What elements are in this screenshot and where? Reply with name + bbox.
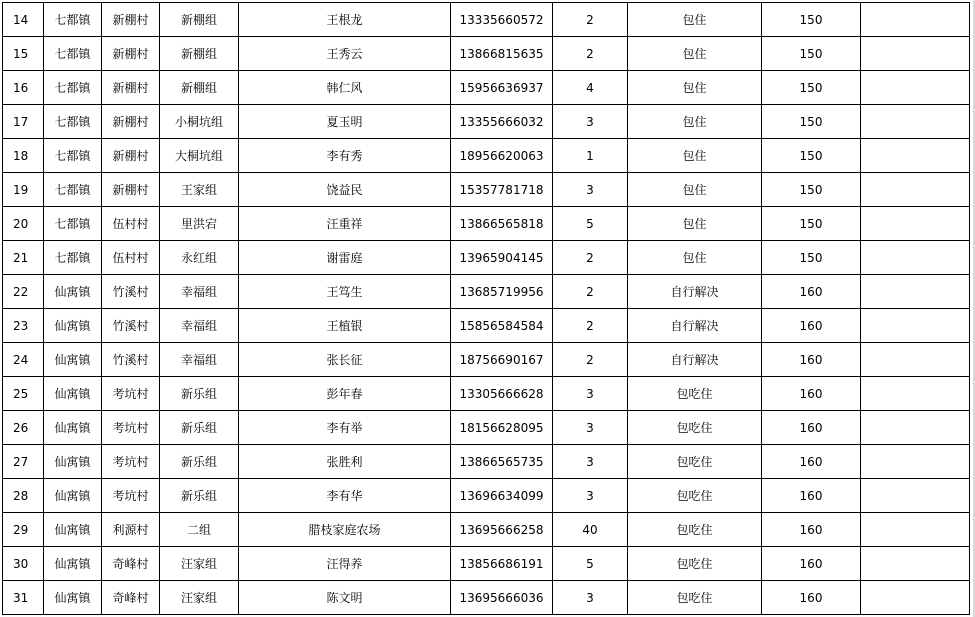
cell-remark[interactable]: [861, 411, 970, 445]
cell-group[interactable]: 新棚组: [160, 3, 239, 37]
cell-phone[interactable]: 18756690167: [451, 343, 553, 377]
cell-phone[interactable]: 13335660572: [451, 3, 553, 37]
cell-group[interactable]: 新乐组: [160, 479, 239, 513]
cell-town[interactable]: 七都镇: [44, 37, 102, 71]
cell-phone[interactable]: 15956636937: [451, 71, 553, 105]
cell-name[interactable]: 谢雷庭: [239, 241, 451, 275]
cell-wage[interactable]: 160: [762, 275, 861, 309]
cell-name[interactable]: 王植银: [239, 309, 451, 343]
cell-remark[interactable]: [861, 173, 970, 207]
cell-phone[interactable]: 13355666032: [451, 105, 553, 139]
cell-village[interactable]: 竹溪村: [102, 275, 160, 309]
cell-phone[interactable]: 15856584584: [451, 309, 553, 343]
cell-wage[interactable]: 150: [762, 3, 861, 37]
cell-count[interactable]: 2: [553, 3, 628, 37]
cell-wage[interactable]: 150: [762, 105, 861, 139]
cell-wage[interactable]: 160: [762, 309, 861, 343]
cell-count[interactable]: 3: [553, 479, 628, 513]
cell-accommodation[interactable]: 自行解决: [628, 275, 762, 309]
table-row: [3, 241, 970, 275]
cell-village[interactable]: 伍村村: [102, 207, 160, 241]
cell-town[interactable]: 仙寓镇: [44, 445, 102, 479]
cell-group[interactable]: 永红组: [160, 241, 239, 275]
cell-phone[interactable]: 13965904145: [451, 241, 553, 275]
cell-wage[interactable]: 160: [762, 445, 861, 479]
cell-wage[interactable]: 150: [762, 37, 861, 71]
cell-count[interactable]: 2: [553, 343, 628, 377]
spreadsheet: [2, 2, 970, 615]
cell-accommodation[interactable]: 包吃住: [628, 445, 762, 479]
table-row: [3, 275, 970, 309]
cell-wage[interactable]: 150: [762, 173, 861, 207]
cell-remark[interactable]: [861, 309, 970, 343]
cell-group[interactable]: 新棚组: [160, 71, 239, 105]
cell-wage[interactable]: 160: [762, 513, 861, 547]
cell-group[interactable]: 汪家组: [160, 581, 239, 615]
cell-count[interactable]: 2: [553, 37, 628, 71]
cell-remark[interactable]: [861, 3, 970, 37]
cell-group[interactable]: 新棚组: [160, 37, 239, 71]
cell-town[interactable]: 仙寓镇: [44, 343, 102, 377]
cell-village[interactable]: 竹溪村: [102, 343, 160, 377]
cell-seq[interactable]: 29: [3, 513, 44, 547]
cell-remark[interactable]: [861, 445, 970, 479]
cell-accommodation[interactable]: 自行解决: [628, 309, 762, 343]
cell-wage[interactable]: 150: [762, 241, 861, 275]
cell-accommodation[interactable]: 包住: [628, 241, 762, 275]
cell-phone[interactable]: 13685719956: [451, 275, 553, 309]
cell-phone[interactable]: 13866565818: [451, 207, 553, 241]
cell-village[interactable]: 新棚村: [102, 71, 160, 105]
cell-name[interactable]: 王根龙: [239, 3, 451, 37]
cell-remark[interactable]: [861, 241, 970, 275]
cell-remark[interactable]: [861, 377, 970, 411]
cell-village[interactable]: 竹溪村: [102, 309, 160, 343]
cell-remark[interactable]: [861, 547, 970, 581]
cell-count[interactable]: 3: [553, 411, 628, 445]
cell-town[interactable]: 七都镇: [44, 173, 102, 207]
cell-village[interactable]: 新棚村: [102, 173, 160, 207]
cell-seq[interactable]: 27: [3, 445, 44, 479]
cell-seq[interactable]: 31: [3, 581, 44, 615]
cell-group[interactable]: 幸福组: [160, 309, 239, 343]
cell-remark[interactable]: [861, 343, 970, 377]
cell-count[interactable]: 2: [553, 309, 628, 343]
cell-village[interactable]: 考坑村: [102, 445, 160, 479]
cell-town[interactable]: 仙寓镇: [44, 275, 102, 309]
cell-name[interactable]: 张长征: [239, 343, 451, 377]
table-row: [3, 71, 970, 105]
cell-accommodation[interactable]: 包吃住: [628, 411, 762, 445]
cell-name[interactable]: 腊枝家庭农场: [239, 513, 451, 547]
cell-count[interactable]: 3: [553, 581, 628, 615]
cell-remark[interactable]: [861, 479, 970, 513]
cell-group[interactable]: 新乐组: [160, 445, 239, 479]
recruitment-table: [2, 2, 970, 615]
cell-accommodation[interactable]: 包吃住: [628, 581, 762, 615]
cell-count[interactable]: 40: [553, 513, 628, 547]
table-row: [3, 445, 970, 479]
cell-wage[interactable]: 150: [762, 207, 861, 241]
cell-name[interactable]: 王笃生: [239, 275, 451, 309]
cell-name[interactable]: 陈文明: [239, 581, 451, 615]
cell-name[interactable]: 李有举: [239, 411, 451, 445]
cell-accommodation[interactable]: 包住: [628, 37, 762, 71]
cell-accommodation[interactable]: 包吃住: [628, 479, 762, 513]
table-row: [3, 411, 970, 445]
cell-remark[interactable]: [861, 513, 970, 547]
table-row: [3, 377, 970, 411]
cell-seq[interactable]: 28: [3, 479, 44, 513]
cell-village[interactable]: 考坑村: [102, 377, 160, 411]
cell-village[interactable]: 伍村村: [102, 241, 160, 275]
cell-group[interactable]: 幸福组: [160, 275, 239, 309]
cell-count[interactable]: 1: [553, 139, 628, 173]
table-row: [3, 581, 970, 615]
cell-accommodation[interactable]: 包吃住: [628, 547, 762, 581]
cell-phone[interactable]: 13866815635: [451, 37, 553, 71]
cell-village[interactable]: 新棚村: [102, 139, 160, 173]
cell-seq[interactable]: 17: [3, 105, 44, 139]
cell-seq[interactable]: 30: [3, 547, 44, 581]
cell-wage[interactable]: 160: [762, 581, 861, 615]
cell-town[interactable]: 七都镇: [44, 71, 102, 105]
cell-wage[interactable]: 150: [762, 71, 861, 105]
cell-group[interactable]: 新乐组: [160, 411, 239, 445]
cell-group[interactable]: 大桐坑组: [160, 139, 239, 173]
cell-seq[interactable]: 18: [3, 139, 44, 173]
table-row: [3, 3, 970, 37]
cell-seq[interactable]: 16: [3, 71, 44, 105]
cell-count[interactable]: 3: [553, 445, 628, 479]
cell-name[interactable]: 彭年春: [239, 377, 451, 411]
cell-accommodation[interactable]: 包吃住: [628, 377, 762, 411]
cell-seq[interactable]: 22: [3, 275, 44, 309]
cell-count[interactable]: 5: [553, 207, 628, 241]
cell-name[interactable]: 韩仁风: [239, 71, 451, 105]
cell-count[interactable]: 2: [553, 241, 628, 275]
cell-accommodation[interactable]: 包吃住: [628, 513, 762, 547]
cell-group[interactable]: 里洪宕: [160, 207, 239, 241]
cell-village[interactable]: 考坑村: [102, 479, 160, 513]
cell-town[interactable]: 七都镇: [44, 105, 102, 139]
cell-group[interactable]: 幸福组: [160, 343, 239, 377]
cell-remark[interactable]: [861, 71, 970, 105]
table-row: [3, 479, 970, 513]
cell-town[interactable]: 七都镇: [44, 241, 102, 275]
cell-town[interactable]: 仙寓镇: [44, 309, 102, 343]
cell-name[interactable]: 张胜利: [239, 445, 451, 479]
cell-name[interactable]: 汪重祥: [239, 207, 451, 241]
table-row: [3, 173, 970, 207]
cell-wage[interactable]: 150: [762, 139, 861, 173]
cell-town[interactable]: 七都镇: [44, 3, 102, 37]
cell-wage[interactable]: 160: [762, 377, 861, 411]
cell-name[interactable]: 饶益民: [239, 173, 451, 207]
cell-phone[interactable]: 13866565735: [451, 445, 553, 479]
cell-seq[interactable]: 15: [3, 37, 44, 71]
table-row: [3, 139, 970, 173]
cell-accommodation[interactable]: 包住: [628, 3, 762, 37]
cell-seq[interactable]: 21: [3, 241, 44, 275]
cell-wage[interactable]: 160: [762, 411, 861, 445]
cell-count[interactable]: 3: [553, 377, 628, 411]
cell-remark[interactable]: [861, 105, 970, 139]
cell-phone[interactable]: 13696634099: [451, 479, 553, 513]
cell-accommodation[interactable]: 包住: [628, 139, 762, 173]
cell-wage[interactable]: 160: [762, 343, 861, 377]
cell-phone[interactable]: 13305666628: [451, 377, 553, 411]
cell-count[interactable]: 5: [553, 547, 628, 581]
cell-town[interactable]: 仙寓镇: [44, 479, 102, 513]
cell-wage[interactable]: 160: [762, 479, 861, 513]
cell-village[interactable]: 奇峰村: [102, 547, 160, 581]
cell-group[interactable]: 小桐坑组: [160, 105, 239, 139]
cell-town[interactable]: 七都镇: [44, 139, 102, 173]
cell-count[interactable]: 4: [553, 71, 628, 105]
cell-accommodation[interactable]: 包住: [628, 173, 762, 207]
cell-seq[interactable]: 14: [3, 3, 44, 37]
cell-count[interactable]: 2: [553, 275, 628, 309]
table-row: [3, 37, 970, 71]
table-row: [3, 105, 970, 139]
cell-town[interactable]: 仙寓镇: [44, 377, 102, 411]
cell-village[interactable]: 考坑村: [102, 411, 160, 445]
cell-town[interactable]: 仙寓镇: [44, 411, 102, 445]
cell-town[interactable]: 七都镇: [44, 207, 102, 241]
cell-phone[interactable]: 13695666036: [451, 581, 553, 615]
cell-accommodation[interactable]: 包住: [628, 71, 762, 105]
cell-seq[interactable]: 20: [3, 207, 44, 241]
table-body: [3, 3, 970, 615]
cell-remark[interactable]: [861, 37, 970, 71]
cell-seq[interactable]: 25: [3, 377, 44, 411]
cell-phone[interactable]: 18956620063: [451, 139, 553, 173]
cell-name[interactable]: 汪得养: [239, 547, 451, 581]
cell-remark[interactable]: [861, 139, 970, 173]
cell-village[interactable]: 利源村: [102, 513, 160, 547]
cell-seq[interactable]: 24: [3, 343, 44, 377]
cell-count[interactable]: 3: [553, 105, 628, 139]
cell-town[interactable]: 仙寓镇: [44, 547, 102, 581]
cell-accommodation[interactable]: 自行解决: [628, 343, 762, 377]
cell-phone[interactable]: 13695666258: [451, 513, 553, 547]
cell-name[interactable]: 王秀云: [239, 37, 451, 71]
cell-seq[interactable]: 26: [3, 411, 44, 445]
cell-accommodation[interactable]: 包住: [628, 207, 762, 241]
cell-accommodation[interactable]: 包住: [628, 105, 762, 139]
cell-name[interactable]: 李有华: [239, 479, 451, 513]
cell-phone[interactable]: 15357781718: [451, 173, 553, 207]
cell-group[interactable]: 新乐组: [160, 377, 239, 411]
cell-group[interactable]: 二组: [160, 513, 239, 547]
table-row: [3, 309, 970, 343]
table-row: [3, 513, 970, 547]
cell-village[interactable]: 新棚村: [102, 3, 160, 37]
cell-seq[interactable]: 23: [3, 309, 44, 343]
cell-town[interactable]: 仙寓镇: [44, 513, 102, 547]
table-row: [3, 207, 970, 241]
table-row: [3, 343, 970, 377]
cell-group[interactable]: 王家组: [160, 173, 239, 207]
cell-seq[interactable]: 19: [3, 173, 44, 207]
cell-remark[interactable]: [861, 581, 970, 615]
cell-group[interactable]: 汪家组: [160, 547, 239, 581]
cell-count[interactable]: 3: [553, 173, 628, 207]
cell-phone[interactable]: 18156628095: [451, 411, 553, 445]
cell-wage[interactable]: 160: [762, 547, 861, 581]
cell-remark[interactable]: [861, 207, 970, 241]
cell-village[interactable]: 新棚村: [102, 105, 160, 139]
cell-name[interactable]: 李有秀: [239, 139, 451, 173]
cell-village[interactable]: 奇峰村: [102, 581, 160, 615]
cell-name[interactable]: 夏玉明: [239, 105, 451, 139]
cell-town[interactable]: 仙寓镇: [44, 581, 102, 615]
cell-phone[interactable]: 13856686191: [451, 547, 553, 581]
cell-remark[interactable]: [861, 275, 970, 309]
table-row: [3, 547, 970, 581]
cell-village[interactable]: 新棚村: [102, 37, 160, 71]
